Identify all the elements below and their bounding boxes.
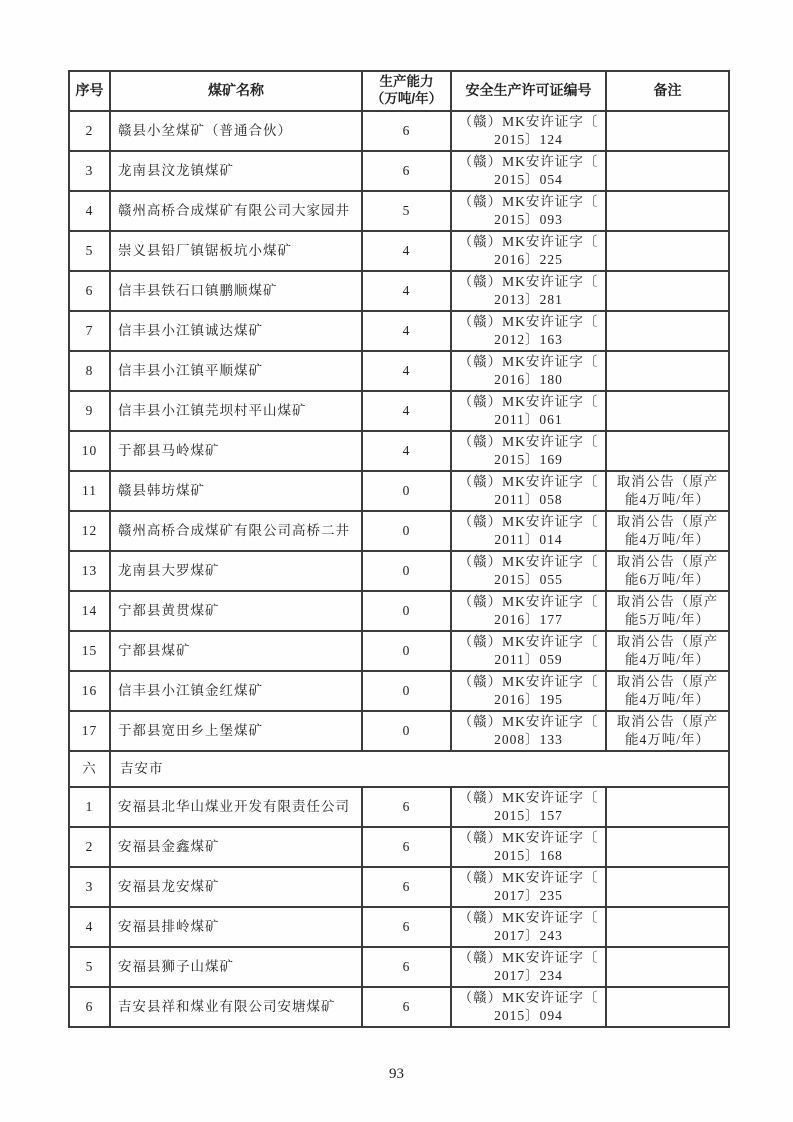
table-row — [69, 787, 729, 827]
capacity-value: 0 — [362, 671, 451, 711]
table-row — [69, 711, 729, 751]
mine-name: 宁都县煤矿 — [110, 631, 362, 671]
license-line: 2016〕195 — [494, 692, 563, 707]
row-index: 13 — [69, 551, 110, 591]
capacity-value: 0 — [362, 631, 451, 671]
section-row — [69, 751, 729, 787]
license-line: 2011〕014 — [494, 532, 563, 547]
capacity-value: 5 — [362, 191, 451, 231]
row-index: 9 — [69, 391, 110, 431]
capacity-value: 4 — [362, 231, 451, 271]
row-index: 12 — [69, 511, 110, 551]
remark-line: 能4万吨/年） — [624, 532, 710, 547]
remark — [606, 311, 729, 351]
license-line: （赣）MK安许证字〔 — [458, 274, 599, 290]
license-line: （赣）MK安许证字〔 — [458, 394, 599, 410]
capacity-value: 0 — [362, 471, 451, 511]
license-number — [451, 787, 606, 827]
license-line: 2015〕169 — [494, 452, 563, 467]
mine-name: 安福县北华山煤业开发有限责任公司 — [110, 787, 362, 827]
remark — [606, 231, 729, 271]
mine-name: 赣州高桥合成煤矿有限公司大家园井 — [110, 191, 362, 231]
capacity-value: 4 — [362, 431, 451, 471]
row-index: 2 — [69, 111, 110, 151]
mine-name: 赣县小坌煤矿（普通合伙） — [110, 111, 362, 151]
header-index: 序号 — [69, 71, 110, 111]
license-line: 2015〕168 — [494, 848, 563, 863]
license-line: （赣）MK安许证字〔 — [458, 790, 599, 806]
remark — [606, 351, 729, 391]
table-row — [69, 191, 729, 231]
license-line: 2008〕133 — [494, 732, 563, 747]
capacity-value: 0 — [362, 591, 451, 631]
license-line: （赣）MK安许证字〔 — [458, 950, 599, 966]
license-line: （赣）MK安许证字〔 — [458, 674, 599, 690]
license-number — [451, 471, 606, 511]
capacity-value: 6 — [362, 151, 451, 191]
license-line: 2015〕157 — [494, 808, 563, 823]
row-index: 17 — [69, 711, 110, 751]
license-number — [451, 111, 606, 151]
table-row — [69, 947, 729, 987]
license-number — [451, 907, 606, 947]
header-capacity-line2: （万吨/年） — [370, 91, 443, 106]
license-line: 2012〕163 — [494, 332, 563, 347]
section-title: 吉安市 — [110, 751, 729, 787]
mine-name: 信丰县小江镇芫坝村平山煤矿 — [110, 391, 362, 431]
coal-mine-table — [68, 70, 730, 1028]
row-index: 1 — [69, 787, 110, 827]
license-line: （赣）MK安许证字〔 — [458, 990, 599, 1006]
license-number — [451, 191, 606, 231]
remark-line: 取消公告（原产 — [616, 554, 719, 570]
remark — [606, 671, 729, 711]
row-index: 5 — [69, 231, 110, 271]
license-line: 2016〕177 — [494, 612, 563, 627]
mine-name: 信丰县小江镇平顺煤矿 — [110, 351, 362, 391]
row-index: 3 — [69, 151, 110, 191]
header-row — [69, 71, 729, 111]
remark — [606, 867, 729, 907]
capacity-value: 6 — [362, 827, 451, 867]
header-capacity — [362, 71, 451, 111]
table-row — [69, 311, 729, 351]
license-number — [451, 311, 606, 351]
remark — [606, 391, 729, 431]
license-number — [451, 827, 606, 867]
mine-name: 于都县马岭煤矿 — [110, 431, 362, 471]
license-number — [451, 551, 606, 591]
remark-line: 能4万吨/年） — [624, 492, 710, 507]
license-line: （赣）MK安许证字〔 — [458, 830, 599, 846]
table-row — [69, 631, 729, 671]
row-index: 3 — [69, 867, 110, 907]
table-row — [69, 827, 729, 867]
capacity-value: 6 — [362, 987, 451, 1027]
remark-line: 取消公告（原产 — [616, 714, 719, 730]
row-index: 2 — [69, 827, 110, 867]
license-number — [451, 271, 606, 311]
remark — [606, 947, 729, 987]
header-license: 安全生产许可证编号 — [451, 71, 606, 111]
mine-name: 信丰县铁石口镇鹏顺煤矿 — [110, 271, 362, 311]
mine-name: 崇义县铅厂镇锯板坑小煤矿 — [110, 231, 362, 271]
table-row — [69, 351, 729, 391]
remark — [606, 551, 729, 591]
remark-line: 取消公告（原产 — [616, 514, 719, 530]
license-number — [451, 591, 606, 631]
license-line: 2013〕281 — [494, 292, 563, 307]
row-index: 4 — [69, 907, 110, 947]
remark — [606, 987, 729, 1027]
remark-line: 能4万吨/年） — [624, 652, 710, 667]
row-index: 6 — [69, 271, 110, 311]
remark — [606, 787, 729, 827]
remark — [606, 431, 729, 471]
mine-name: 安福县龙安煤矿 — [110, 867, 362, 907]
table-body — [69, 111, 729, 1027]
license-line: （赣）MK安许证字〔 — [458, 594, 599, 610]
license-number — [451, 431, 606, 471]
license-number — [451, 671, 606, 711]
license-line: （赣）MK安许证字〔 — [458, 514, 599, 530]
license-line: 2015〕124 — [494, 132, 563, 147]
mine-name: 信丰县小江镇诚达煤矿 — [110, 311, 362, 351]
remark — [606, 631, 729, 671]
license-line: （赣）MK安许证字〔 — [458, 714, 599, 730]
license-line: （赣）MK安许证字〔 — [458, 634, 599, 650]
license-line: （赣）MK安许证字〔 — [458, 554, 599, 570]
remark — [606, 111, 729, 151]
license-line: （赣）MK安许证字〔 — [458, 354, 599, 370]
remark-line: 取消公告（原产 — [616, 634, 719, 650]
license-line: （赣）MK安许证字〔 — [458, 194, 599, 210]
page-number: 93 — [389, 1066, 404, 1082]
license-line: 2015〕093 — [494, 212, 563, 227]
row-index: 7 — [69, 311, 110, 351]
row-index: 14 — [69, 591, 110, 631]
remark — [606, 271, 729, 311]
license-number — [451, 351, 606, 391]
license-number — [451, 711, 606, 751]
capacity-value: 4 — [362, 351, 451, 391]
mine-name: 宁都县黄贯煤矿 — [110, 591, 362, 631]
capacity-value: 6 — [362, 111, 451, 151]
license-number — [451, 231, 606, 271]
capacity-value: 0 — [362, 511, 451, 551]
remark — [606, 907, 729, 947]
remark-line: 取消公告（原产 — [616, 594, 719, 610]
license-number — [451, 987, 606, 1027]
capacity-value: 4 — [362, 311, 451, 351]
capacity-value: 4 — [362, 391, 451, 431]
license-line: 2015〕054 — [494, 172, 563, 187]
capacity-value: 4 — [362, 271, 451, 311]
license-line: （赣）MK安许证字〔 — [458, 910, 599, 926]
remark — [606, 471, 729, 511]
license-number — [451, 867, 606, 907]
row-index: 16 — [69, 671, 110, 711]
license-number — [451, 151, 606, 191]
mine-name: 吉安县祥和煤业有限公司安塘煤矿 — [110, 987, 362, 1027]
license-line: 2017〕243 — [494, 928, 563, 943]
license-line: 2017〕234 — [494, 968, 563, 983]
row-index: 4 — [69, 191, 110, 231]
remark — [606, 591, 729, 631]
license-number — [451, 947, 606, 987]
remark-line: 能6万吨/年） — [624, 572, 710, 587]
capacity-value: 6 — [362, 947, 451, 987]
license-line: （赣）MK安许证字〔 — [458, 434, 599, 450]
table-row — [69, 471, 729, 511]
license-line: （赣）MK安许证字〔 — [458, 870, 599, 886]
table-row — [69, 511, 729, 551]
mine-name: 安福县排岭煤矿 — [110, 907, 362, 947]
remark-line: 能4万吨/年） — [624, 692, 710, 707]
mine-name: 安福县金鑫煤矿 — [110, 827, 362, 867]
license-line: 2015〕094 — [494, 1008, 563, 1023]
remark — [606, 151, 729, 191]
header-capacity-line1: 生产能力 — [379, 74, 434, 90]
table-row — [69, 591, 729, 631]
license-line: 2011〕059 — [494, 652, 563, 667]
table-row — [69, 231, 729, 271]
row-index: 5 — [69, 947, 110, 987]
remark-line: 能4万吨/年） — [624, 732, 710, 747]
remark-line: 能5万吨/年） — [624, 612, 710, 627]
section-index: 六 — [69, 751, 110, 787]
license-line: 2015〕055 — [494, 572, 563, 587]
capacity-value: 0 — [362, 551, 451, 591]
license-line: （赣）MK安许证字〔 — [458, 314, 599, 330]
mine-name: 龙南县大罗煤矿 — [110, 551, 362, 591]
table-row — [69, 391, 729, 431]
remark — [606, 711, 729, 751]
remark — [606, 191, 729, 231]
table-row — [69, 151, 729, 191]
row-index: 6 — [69, 987, 110, 1027]
row-index: 8 — [69, 351, 110, 391]
table-row — [69, 671, 729, 711]
license-line: （赣）MK安许证字〔 — [458, 474, 599, 490]
mine-name: 赣州高桥合成煤矿有限公司高桥二井 — [110, 511, 362, 551]
remark-line: 取消公告（原产 — [616, 674, 719, 690]
header-remark: 备注 — [606, 71, 729, 111]
table-row — [69, 271, 729, 311]
license-number — [451, 631, 606, 671]
table-row — [69, 111, 729, 151]
table-row — [69, 431, 729, 471]
table-row — [69, 907, 729, 947]
table-row — [69, 551, 729, 591]
license-number — [451, 511, 606, 551]
license-line: 2016〕225 — [494, 252, 563, 267]
license-line: 2011〕061 — [494, 412, 563, 427]
mine-name: 安福县狮子山煤矿 — [110, 947, 362, 987]
table-row — [69, 867, 729, 907]
license-line: 2017〕235 — [494, 888, 563, 903]
mine-name: 于都县宽田乡上堡煤矿 — [110, 711, 362, 751]
license-line: （赣）MK安许证字〔 — [458, 114, 599, 130]
license-number — [451, 391, 606, 431]
mine-name: 信丰县小江镇金红煤矿 — [110, 671, 362, 711]
remark — [606, 827, 729, 867]
row-index: 11 — [69, 471, 110, 511]
capacity-value: 6 — [362, 787, 451, 827]
table-row — [69, 987, 729, 1027]
license-line: （赣）MK安许证字〔 — [458, 234, 599, 250]
mine-name: 赣县韩坊煤矿 — [110, 471, 362, 511]
license-line: 2011〕058 — [494, 492, 563, 507]
capacity-value: 6 — [362, 907, 451, 947]
row-index: 10 — [69, 431, 110, 471]
mine-name: 龙南县汶龙镇煤矿 — [110, 151, 362, 191]
remark-line: 取消公告（原产 — [616, 474, 719, 490]
capacity-value: 0 — [362, 711, 451, 751]
license-line: （赣）MK安许证字〔 — [458, 154, 599, 170]
capacity-value: 6 — [362, 867, 451, 907]
row-index: 15 — [69, 631, 110, 671]
header-mine-name: 煤矿名称 — [110, 71, 362, 111]
license-line: 2016〕180 — [494, 372, 563, 387]
remark — [606, 511, 729, 551]
